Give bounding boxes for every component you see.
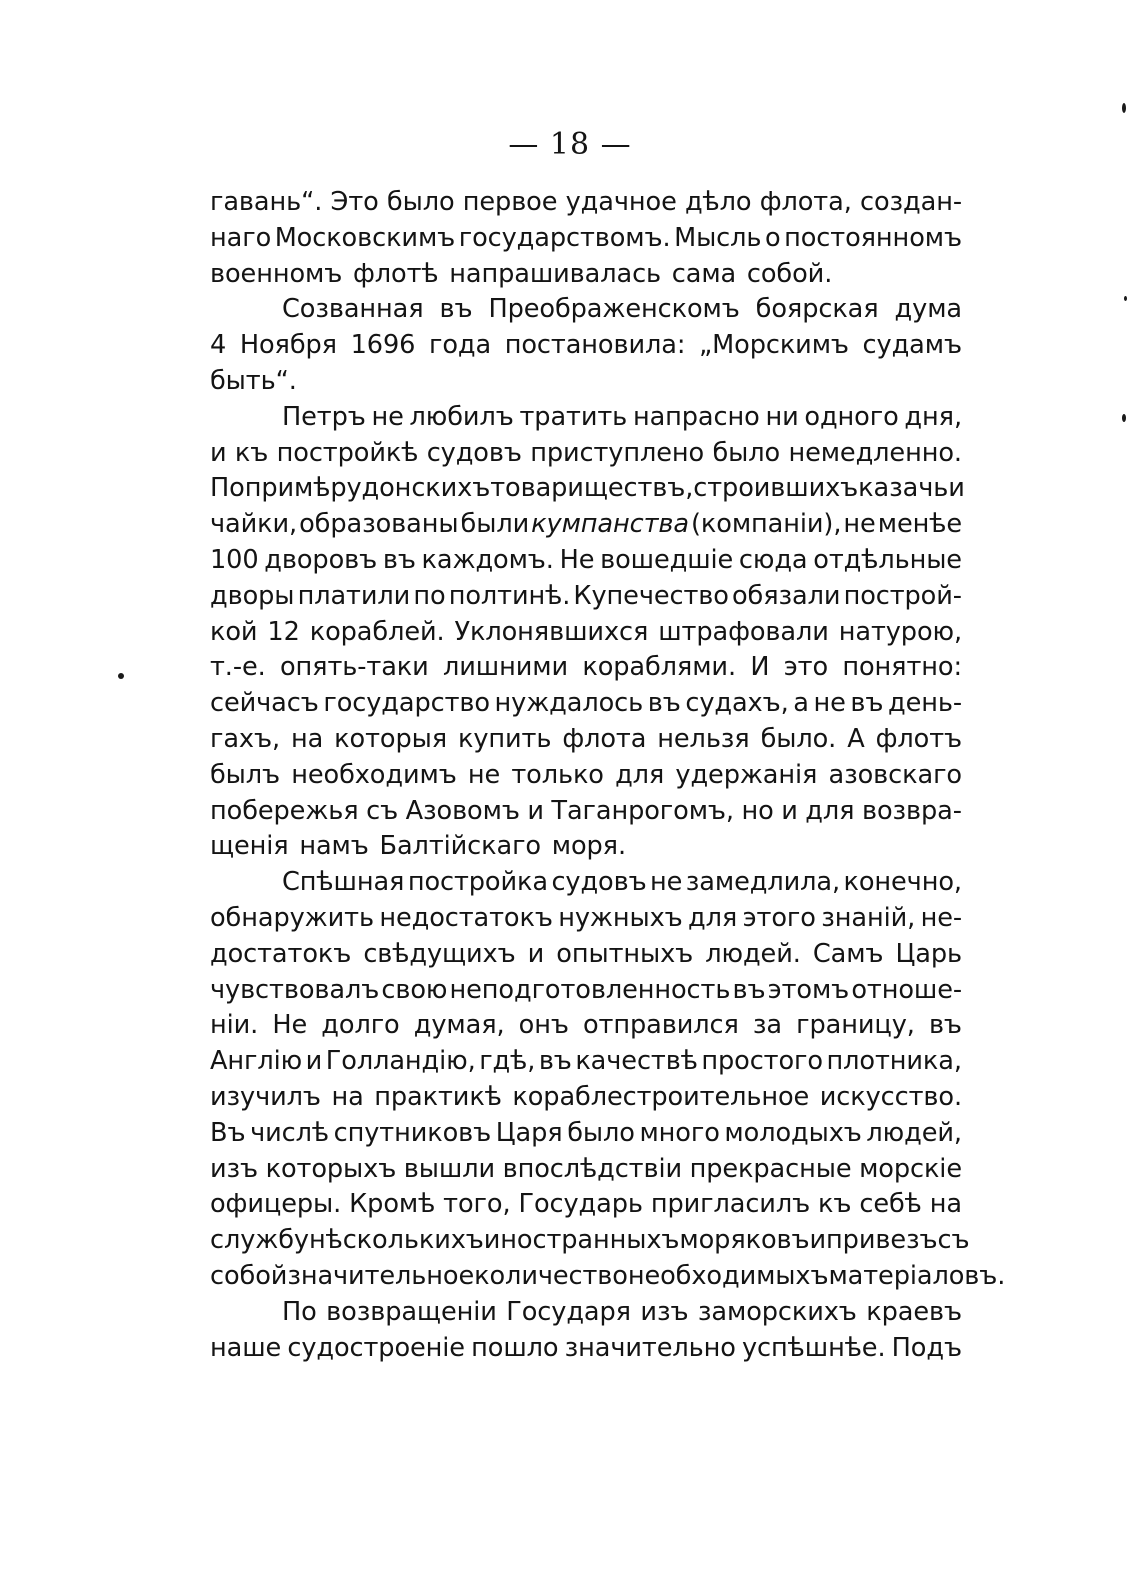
word: понятно:	[842, 652, 962, 683]
word: чувствовалъ	[210, 974, 380, 1005]
paragraph-first-line	[210, 292, 962, 328]
word: Государя	[506, 1296, 631, 1327]
word: натурою,	[838, 616, 962, 647]
word: гахъ,	[210, 723, 280, 754]
word: Балтійскаго	[379, 831, 541, 862]
word: вышли	[403, 1153, 495, 1184]
text-line	[210, 1008, 962, 1044]
word: Ноября	[239, 330, 337, 361]
word: было	[386, 187, 455, 217]
word: товариществъ,	[490, 473, 694, 504]
word: изучилъ	[210, 1081, 321, 1112]
text-line	[210, 615, 962, 651]
word: года	[428, 330, 492, 361]
word: матеріаловъ.	[828, 1260, 1006, 1291]
word: нуждалось	[494, 688, 644, 719]
word: значительно	[564, 1332, 736, 1363]
word: съ	[937, 1225, 970, 1256]
text-line	[210, 507, 962, 543]
word: за	[752, 1010, 783, 1041]
word: построй-	[843, 580, 962, 611]
text-line	[210, 650, 962, 686]
word: нельзя	[657, 723, 750, 754]
word: обнаружить	[210, 902, 374, 933]
word: По	[282, 1296, 317, 1327]
text-line	[210, 1080, 962, 1116]
paragraph-first-line	[210, 400, 962, 436]
word: людей,	[866, 1117, 962, 1148]
word: судахъ,	[685, 688, 789, 719]
word: одного	[804, 401, 899, 432]
word: отправился	[583, 1010, 739, 1041]
word: кораблестроительное	[512, 1081, 810, 1112]
word: удержанія	[675, 759, 818, 790]
word: пригласилъ	[650, 1189, 811, 1220]
word: „Морскимъ	[699, 330, 849, 361]
word: по	[413, 580, 446, 611]
word: отдѣльные	[813, 544, 962, 575]
word: въ	[538, 1046, 572, 1077]
word: Мысль	[674, 222, 762, 253]
word: къ	[234, 437, 269, 468]
word: для	[688, 902, 738, 933]
word: Голландію,	[325, 1046, 476, 1077]
word: примѣру	[244, 473, 362, 504]
word: Преображенскомъ	[488, 294, 740, 325]
word: 4	[210, 330, 227, 361]
word: лишними	[443, 652, 569, 683]
word: кой	[210, 616, 258, 647]
word: и	[809, 1225, 827, 1256]
word: немедленно.	[788, 437, 962, 468]
word: флотъ	[875, 723, 962, 754]
word: собой.	[746, 258, 833, 289]
word: государство	[323, 688, 490, 719]
text-line	[210, 257, 962, 293]
text-line	[210, 1152, 962, 1188]
text-line	[210, 436, 962, 472]
word: замедлила,	[685, 867, 841, 898]
word: кораблями.	[582, 652, 737, 683]
paragraph-first-line	[210, 1295, 962, 1331]
word: опять-таки	[279, 652, 429, 683]
word: плотника,	[826, 1046, 962, 1077]
word: молодыхъ	[724, 1117, 862, 1148]
word: образованы	[299, 509, 459, 540]
word: не	[813, 688, 846, 719]
word: флотѣ	[352, 258, 439, 289]
word: отноше-	[851, 974, 962, 1005]
text-line	[210, 937, 962, 973]
word: напрасно	[632, 401, 760, 432]
word: напрашивалась	[449, 258, 662, 289]
word: искусство.	[819, 1081, 962, 1112]
word: 12	[267, 616, 300, 647]
word: въ	[647, 688, 681, 719]
word: и	[210, 437, 227, 468]
word: первое	[462, 187, 558, 217]
word: платили	[297, 580, 411, 611]
text-line	[210, 579, 962, 615]
word: службу	[210, 1225, 309, 1256]
text-line	[210, 543, 962, 579]
word: прекрасные	[689, 1153, 852, 1184]
word: офицеры.	[210, 1189, 342, 1220]
text-line	[210, 686, 962, 722]
word: Не	[559, 544, 595, 575]
word: постройкѣ	[276, 437, 419, 468]
word: для	[805, 795, 855, 826]
word: Это	[330, 187, 379, 217]
word: заморскихъ	[697, 1296, 857, 1327]
word: гавань“.	[210, 187, 323, 217]
word: каждомъ.	[421, 544, 554, 575]
word: донскихъ	[361, 473, 491, 504]
word: достатокъ	[210, 938, 352, 969]
word: побережья	[210, 795, 359, 826]
word: 1696	[350, 330, 416, 361]
word: это	[783, 652, 829, 683]
word: на	[331, 1081, 364, 1112]
word: Спѣшная	[282, 867, 405, 898]
word: качествѣ	[575, 1046, 698, 1077]
word: Англію	[210, 1046, 303, 1077]
word: съ	[366, 795, 399, 826]
word: конечно,	[843, 867, 962, 898]
word: постановила:	[504, 330, 686, 361]
word: свѣдущихъ	[363, 938, 516, 969]
text-line	[210, 1116, 962, 1152]
word: военномъ	[210, 258, 343, 289]
word: знаній,	[821, 902, 916, 933]
word: значительное	[287, 1260, 475, 1291]
word: любилъ	[409, 401, 514, 432]
page-number: — 18 —	[508, 127, 632, 162]
word: гдѣ,	[479, 1046, 536, 1077]
text-line	[210, 758, 962, 794]
word: не	[467, 759, 501, 790]
word: Уклонявшихся	[454, 616, 649, 647]
word: постройка	[407, 867, 548, 898]
word: Петръ	[282, 401, 366, 432]
word: въ	[382, 544, 416, 575]
word: наго	[210, 222, 272, 253]
word: не	[371, 401, 404, 432]
scan-speck	[1122, 103, 1126, 113]
word: иностранныхъ	[483, 1225, 680, 1256]
word: намъ	[299, 831, 369, 862]
word: Государь	[518, 1189, 643, 1220]
word: возвращеніи	[326, 1296, 497, 1327]
word: ніи.	[210, 1010, 259, 1041]
word: щенія	[210, 831, 289, 862]
word: сюда	[738, 544, 808, 575]
word: Самъ	[812, 938, 884, 969]
word: удачное	[565, 187, 677, 217]
text-line	[210, 794, 962, 830]
word: флота,	[759, 187, 852, 217]
word: день-	[887, 688, 962, 719]
word: 100	[210, 544, 259, 575]
word: простого	[701, 1046, 823, 1077]
word: опытныхъ	[556, 938, 694, 969]
word: спутниковъ	[333, 1117, 492, 1148]
word: возвра-	[861, 795, 962, 826]
word: себѣ	[859, 1189, 922, 1220]
word: ни	[765, 401, 799, 432]
word: практикѣ	[374, 1081, 502, 1112]
word: и	[527, 938, 545, 969]
word: которыя	[334, 723, 447, 754]
scan-speck	[118, 673, 124, 679]
word: въ	[850, 688, 884, 719]
scan-speck	[1124, 296, 1127, 301]
word: И	[750, 652, 770, 683]
word: и	[781, 795, 798, 826]
word: не	[650, 867, 683, 898]
word: необходимыхъ	[627, 1260, 829, 1291]
word: дня,	[904, 401, 962, 432]
word: создан-	[859, 187, 962, 217]
word: Московскимъ	[274, 222, 456, 253]
word: но	[741, 795, 774, 826]
word: кораблей.	[309, 616, 445, 647]
word: въ	[928, 1010, 962, 1041]
text-line	[210, 1259, 1006, 1295]
word: дѣло	[684, 187, 752, 217]
word: Созванная	[282, 294, 424, 325]
text-line	[210, 364, 962, 400]
text-line	[210, 1187, 962, 1223]
word: сама	[671, 258, 737, 289]
word: недостатокъ	[379, 902, 553, 933]
word: успѣшнѣе.	[742, 1332, 886, 1363]
word: Кромѣ	[349, 1189, 436, 1220]
word: По	[210, 473, 245, 504]
word: было	[567, 1117, 635, 1148]
word: дворы	[210, 580, 295, 611]
word: приступлено	[530, 437, 705, 468]
word: которыхъ	[265, 1153, 397, 1184]
word: А	[847, 723, 865, 754]
word: штрафовали	[658, 616, 829, 647]
word: обязали	[731, 580, 841, 611]
word: (компаніи),	[691, 509, 842, 540]
word: сейчасъ	[210, 688, 319, 719]
word: Царя	[495, 1117, 563, 1148]
word: нѣсколькихъ	[308, 1225, 484, 1256]
word: нужныхъ	[558, 902, 683, 933]
word: судостроеніе	[287, 1332, 465, 1363]
word: краевъ	[866, 1296, 962, 1327]
word: былъ	[210, 759, 281, 790]
word: казачьи	[858, 473, 965, 504]
word: количество	[474, 1260, 628, 1291]
word: моря.	[551, 831, 626, 862]
text-line	[210, 1331, 962, 1367]
word: азовскаго	[828, 759, 962, 790]
word: думая,	[413, 1010, 505, 1041]
word: морскіе	[859, 1153, 962, 1184]
text-line	[210, 471, 965, 507]
word: Таганрогомъ,	[551, 795, 734, 826]
word: было	[712, 437, 781, 468]
word: только	[511, 759, 604, 790]
scan-speck	[1122, 414, 1126, 422]
word: изъ	[210, 1153, 259, 1184]
word: Въ	[210, 1117, 246, 1148]
word: того,	[443, 1189, 511, 1220]
word: долго	[321, 1010, 400, 1041]
word: строившихъ	[693, 473, 859, 504]
word: Купечество	[573, 580, 729, 611]
word: быть“.	[210, 365, 297, 396]
word: въ	[439, 294, 473, 325]
word: судамъ	[862, 330, 962, 361]
word: моряковъ	[679, 1225, 810, 1256]
word: Не	[272, 1010, 308, 1041]
word: судовъ	[551, 867, 647, 898]
word: и	[305, 1046, 323, 1077]
word: для	[615, 759, 665, 790]
word: дума	[894, 294, 962, 325]
text-line	[210, 973, 962, 1009]
word: было.	[760, 723, 837, 754]
word: и	[527, 795, 544, 826]
word: не	[843, 509, 876, 540]
word: о	[764, 222, 781, 253]
word: флота	[562, 723, 647, 754]
word: числѣ	[250, 1117, 329, 1148]
word: Азовомъ	[405, 795, 520, 826]
word: свою	[381, 974, 448, 1005]
word: границу,	[796, 1010, 915, 1041]
word: чайки,	[210, 509, 298, 540]
text-line	[210, 221, 962, 257]
word: собой	[210, 1260, 288, 1291]
word: были	[460, 509, 530, 540]
paragraph-first-line	[210, 865, 962, 901]
text-line	[210, 722, 962, 758]
word: необходимъ	[291, 759, 457, 790]
word: боярская	[755, 294, 879, 325]
word: менѣе	[877, 509, 962, 540]
word: этомъ	[767, 974, 850, 1005]
word: изъ	[640, 1296, 689, 1327]
word: на	[290, 723, 324, 754]
word: купить	[457, 723, 552, 754]
word: Подъ	[891, 1332, 962, 1363]
text-line	[210, 829, 962, 865]
text-line	[210, 328, 962, 364]
word: а	[793, 688, 809, 719]
word: полтинѣ.	[448, 580, 571, 611]
word: наше	[210, 1332, 282, 1363]
word: дворовъ	[264, 544, 378, 575]
text-line	[210, 185, 962, 221]
word: на	[929, 1189, 962, 1220]
text-line	[210, 1223, 970, 1259]
word: неподготовленность	[449, 974, 731, 1005]
word: онъ	[518, 1010, 569, 1041]
word: вошедшіе	[600, 544, 734, 575]
word: кумпанства	[531, 509, 689, 540]
word: постоянномъ	[784, 222, 962, 253]
text-line	[210, 901, 962, 937]
word: много	[639, 1117, 720, 1148]
word: къ	[818, 1189, 852, 1220]
text-line	[210, 1044, 962, 1080]
word: людей.	[705, 938, 801, 969]
body-text	[210, 185, 1006, 1366]
word: пошло	[471, 1332, 559, 1363]
word: впослѣдствіи	[502, 1153, 682, 1184]
word: т.-е.	[210, 652, 266, 683]
word: судовъ	[426, 437, 522, 468]
word: Царь	[895, 938, 962, 969]
word: привезъ	[826, 1225, 938, 1256]
word: тратить	[519, 401, 628, 432]
word: не-	[920, 902, 962, 933]
word: государствомъ.	[458, 222, 671, 253]
word: этого	[742, 902, 816, 933]
word: въ	[732, 974, 766, 1005]
